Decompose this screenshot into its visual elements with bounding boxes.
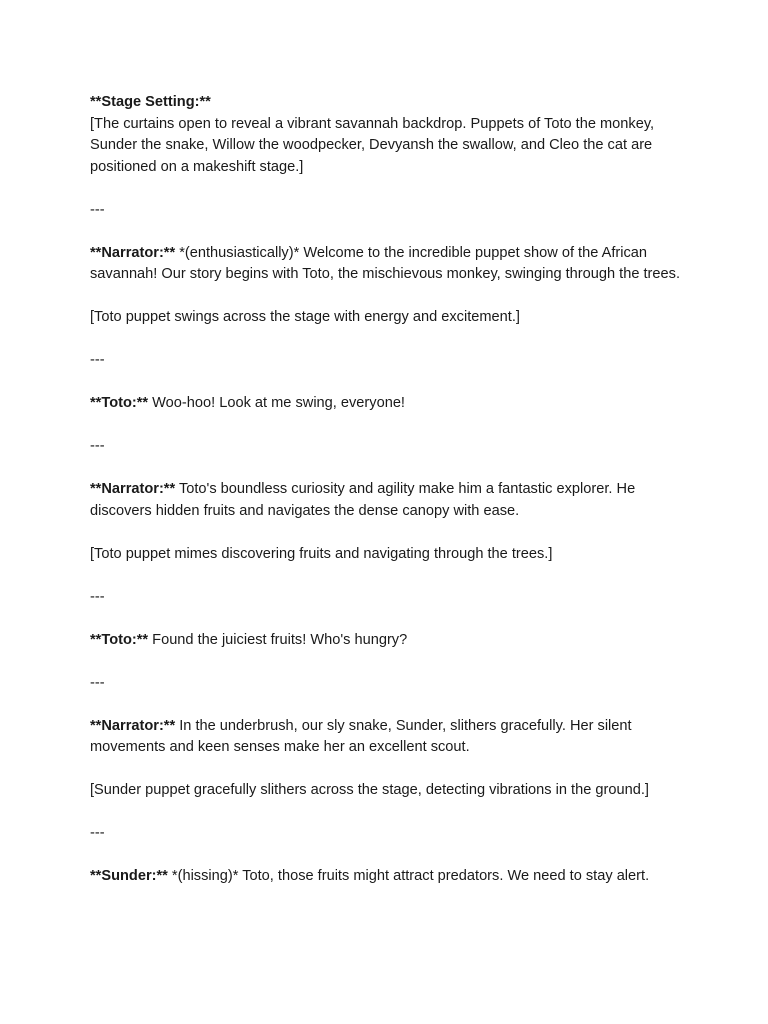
dialogue-line: [90, 393, 680, 415]
speaker-label: **Narrator:**: [90, 244, 176, 261]
dialogue-line: [90, 479, 680, 522]
section-divider: ---: [90, 352, 105, 368]
dialogue-text: In the underbrush, our sly snake, Sunder, slithers gracefully. Her silent movements and keen senses make her an excellent scout.: [90, 717, 632, 755]
dialogue-text: *(enthusiastically)* Welcome to the incredible puppet show of the African savannah! Our story begins with Toto, the mischievous monkey, swinging through the trees.: [90, 244, 681, 282]
dialogue-text: *(hissing)* Toto, those fruits might attract predators. We need to stay alert.: [167, 868, 650, 884]
section-divider: ---: [90, 438, 105, 454]
speaker-label: **Stage Setting:**: [90, 94, 211, 110]
speaker-label: **Narrator:**: [90, 481, 176, 497]
speaker-label: **Narrator:**: [90, 717, 176, 734]
section-divider: ---: [90, 674, 105, 691]
speaker-label: **Toto:**: [90, 631, 149, 648]
section-divider: ---: [90, 588, 105, 605]
dialogue-line: [90, 630, 680, 652]
speaker-label: **Sunder:**: [90, 868, 168, 884]
stage-direction: [Toto puppet mimes discovering fruits and navigating through the trees.]: [90, 545, 553, 562]
stage-setting-heading: [90, 92, 680, 114]
section-divider: ---: [90, 825, 105, 841]
speaker-label: **Toto:**: [90, 395, 149, 411]
stage-direction: [The curtains open to reveal a vibrant savannah backdrop. Puppets of Toto the monkey, Sunder the snake, Willow the woodpecker, Devyansh the swallow, and Cleo the cat are positioned on a makeshift stage.]: [90, 115, 655, 175]
dialogue-text: Woo-hoo! Look at me swing, everyone!: [148, 395, 405, 411]
section-divider: ---: [90, 201, 105, 218]
dialogue-line: [90, 866, 680, 888]
dialogue-text: Toto's boundless curiosity and agility make him a fantastic explorer. He discovers hidden fruits and navigates the dense canopy with ease.: [90, 481, 636, 519]
dialogue-line: [90, 716, 680, 759]
dialogue-text: Found the juiciest fruits! Who's hungry?: [148, 631, 408, 648]
document-page: [90, 92, 680, 888]
stage-direction: [Sunder puppet gracefully slithers across the stage, detecting vibrations in the ground.]: [90, 782, 649, 798]
stage-direction: [Toto puppet swings across the stage with energy and excitement.]: [90, 309, 520, 325]
dialogue-line: [90, 243, 680, 286]
